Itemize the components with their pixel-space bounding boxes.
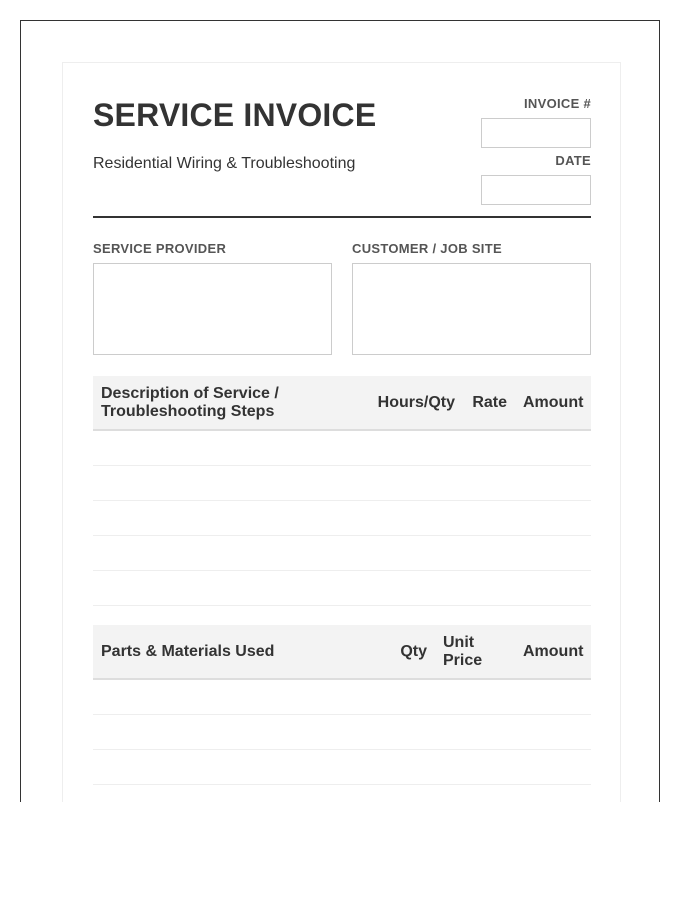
service-amount-cell[interactable]: [515, 535, 591, 570]
date-label: DATE: [555, 153, 591, 168]
service-provider-label: SERVICE PROVIDER: [93, 241, 227, 256]
service-amount-cell[interactable]: [515, 570, 591, 605]
date-field[interactable]: [481, 175, 591, 205]
column-header-amount: Amount: [515, 376, 591, 430]
column-header-qty: Qty: [389, 625, 435, 679]
service-amount-cell[interactable]: [515, 430, 591, 465]
service-row: [93, 570, 591, 605]
service-rate-cell[interactable]: [463, 465, 515, 500]
services-table-header: [93, 376, 591, 430]
column-header-unit-price: Unit Price: [435, 625, 515, 679]
material-qty-cell[interactable]: [389, 749, 435, 784]
material-unit-price-cell[interactable]: [435, 714, 515, 749]
service-rate-cell[interactable]: [463, 430, 515, 465]
service-hours-cell[interactable]: [363, 570, 463, 605]
service-row: [93, 430, 591, 465]
material-row: [93, 749, 591, 784]
service-row: [93, 500, 591, 535]
service-hours-cell[interactable]: [363, 430, 463, 465]
service-row: [93, 465, 591, 500]
page-frame: [20, 20, 660, 802]
service-row: [93, 535, 591, 570]
service-rate-cell[interactable]: [463, 500, 515, 535]
material-amount-cell[interactable]: [515, 679, 591, 714]
column-header-hours-qty: Hours/Qty: [363, 376, 463, 430]
customer-job-site-field[interactable]: [352, 263, 591, 355]
service-amount-cell[interactable]: [515, 465, 591, 500]
invoice-number-label: INVOICE #: [524, 96, 591, 111]
material-name-cell[interactable]: [93, 749, 389, 784]
service-description-cell[interactable]: [93, 465, 363, 500]
service-hours-cell[interactable]: [363, 500, 463, 535]
column-header-rate: Rate: [463, 376, 515, 430]
header-divider: [93, 216, 591, 218]
material-unit-price-cell[interactable]: [435, 679, 515, 714]
invoice-sheet: [62, 62, 621, 802]
service-description-cell[interactable]: [93, 500, 363, 535]
service-description-cell[interactable]: [93, 570, 363, 605]
material-amount-cell[interactable]: [515, 749, 591, 784]
services-table: [93, 376, 591, 606]
service-rate-cell[interactable]: [463, 535, 515, 570]
column-header-materials-amount: Amount: [515, 625, 591, 679]
service-provider-field[interactable]: [93, 263, 332, 355]
material-amount-cell[interactable]: [515, 714, 591, 749]
invoice-number-field[interactable]: [481, 118, 591, 148]
service-hours-cell[interactable]: [363, 535, 463, 570]
material-name-cell[interactable]: [93, 714, 389, 749]
column-header-description: Description of Service / Troubleshooting Steps: [93, 376, 363, 430]
material-qty-cell[interactable]: [389, 714, 435, 749]
materials-table: [93, 625, 591, 785]
column-header-parts-materials: Parts & Materials Used: [93, 625, 389, 679]
service-amount-cell[interactable]: [515, 500, 591, 535]
invoice-title: SERVICE INVOICE: [93, 97, 377, 133]
service-description-cell[interactable]: [93, 430, 363, 465]
invoice-subtitle: Residential Wiring & Troubleshooting: [93, 155, 356, 172]
service-rate-cell[interactable]: [463, 570, 515, 605]
material-unit-price-cell[interactable]: [435, 749, 515, 784]
material-row: [93, 679, 591, 714]
material-qty-cell[interactable]: [389, 679, 435, 714]
material-row: [93, 714, 591, 749]
material-name-cell[interactable]: [93, 679, 389, 714]
service-hours-cell[interactable]: [363, 465, 463, 500]
service-description-cell[interactable]: [93, 535, 363, 570]
customer-job-site-label: CUSTOMER / JOB SITE: [352, 241, 502, 256]
materials-table-header: [93, 625, 591, 679]
